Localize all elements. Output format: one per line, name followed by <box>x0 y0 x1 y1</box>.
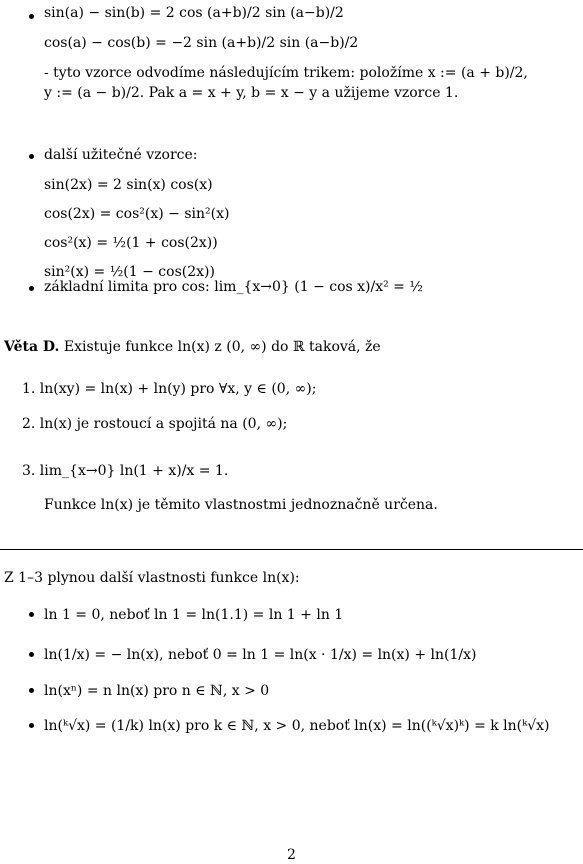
limit-cos-formula: základní limita pro cos: lim_{x→0} (1 − cos x)/x² = ½ <box>44 279 423 295</box>
formula-cos-2x: cos(2x) = cos²(x) − sin²(x) <box>44 206 230 222</box>
consequence-item-4: ln(ᵏ√x) = (1/k) ln(x) pro k ∈ ℕ, x > 0, neboť ln(x) = ln((ᵏ√x)ᵏ) = k ln(ᵏ√x) <box>44 718 550 734</box>
bullet-marker <box>29 612 34 617</box>
formula-sin-difference: sin(a) − sin(b) = 2 cos (a+b)/2 sin (a−b)/2 <box>44 5 344 21</box>
bullet-marker <box>29 14 34 19</box>
formula-cos-difference: cos(a) − cos(b) = −2 sin (a+b)/2 sin (a−b)/2 <box>44 35 359 51</box>
page-number: 2 <box>287 847 296 863</box>
theorem-title: Věta D. <box>4 339 60 355</box>
bullet-marker <box>29 154 34 159</box>
consequence-item-3: ln(xⁿ) = n ln(x) pro n ∈ ℕ, x > 0 <box>44 683 270 699</box>
formula-sin-squared: sin²(x) = ½(1 − cos(2x)) <box>44 264 215 280</box>
useful-formulas-intro: další užitečné vzorce: <box>44 147 198 163</box>
theorem-item-2: 2. ln(x) je rostoucí a spojitá na (0, ∞); <box>22 416 288 432</box>
consequences-intro: Z 1–3 plynou další vlastnosti funkce ln(x): <box>4 570 300 586</box>
consequence-item-2: ln(1/x) = − ln(x), neboť 0 = ln 1 = ln(x · 1/x) = ln(x) + ln(1/x) <box>44 647 477 663</box>
derivation-note-line1: - tyto vzorce odvodíme následujícím trikem: položíme x := (a + b)/2, <box>44 65 528 81</box>
bullet-marker <box>29 688 34 693</box>
theorem-uniqueness: Funkce ln(x) je těmito vlastnostmi jednoznačně určena. <box>44 497 438 513</box>
theorem-block <box>4 338 381 356</box>
section-divider <box>0 549 583 550</box>
derivation-note-line2: y := (a − b)/2. Pak a = x + y, b = x − y a užijeme vzorce 1. <box>44 85 459 101</box>
consequence-item-1: ln 1 = 0, neboť ln 1 = ln(1.1) = ln 1 + ln 1 <box>44 607 344 623</box>
bullet-marker <box>29 286 34 291</box>
bullet-marker <box>29 652 34 657</box>
bullet-marker <box>29 723 34 728</box>
theorem-item-3: 3. lim_{x→0} ln(1 + x)/x = 1. <box>22 463 229 479</box>
formula-cos-squared: cos²(x) = ½(1 + cos(2x)) <box>44 235 218 251</box>
theorem-statement: Existuje funkce ln(x) z (0, ∞) do ℝ taková, že <box>63 339 381 355</box>
formula-sin-2x: sin(2x) = 2 sin(x) cos(x) <box>44 177 213 193</box>
theorem-item-1: 1. ln(xy) = ln(x) + ln(y) pro ∀x, y ∈ (0, ∞); <box>22 381 317 397</box>
